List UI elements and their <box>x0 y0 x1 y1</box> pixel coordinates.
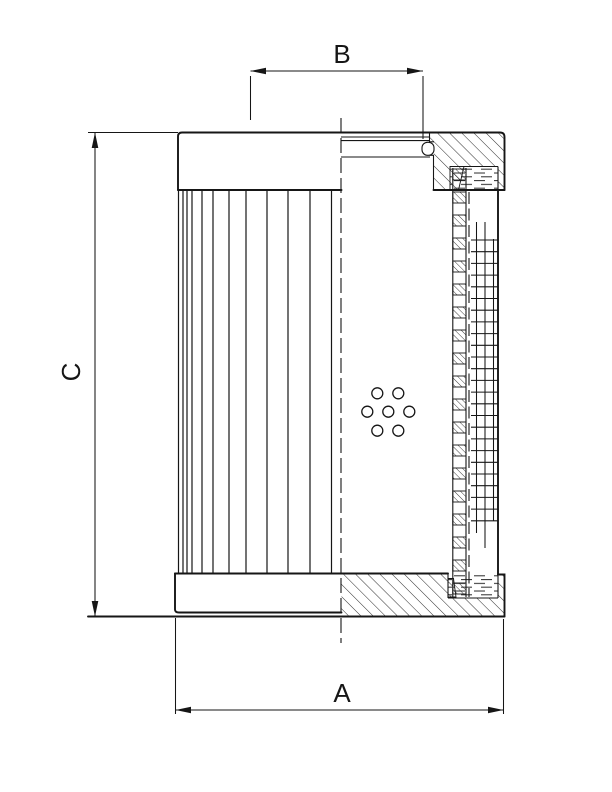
dim-c-arrow-bottom <box>92 601 99 617</box>
bottom-cap-left-edge <box>175 574 342 613</box>
dim-b-arrow-left <box>251 68 267 75</box>
bypass-holes <box>362 388 415 436</box>
wire-mesh <box>471 222 498 548</box>
main-outline <box>88 133 505 617</box>
section-hatch-fills <box>342 133 505 617</box>
dimension-c <box>56 133 178 617</box>
dim-a-arrow-left <box>176 707 192 714</box>
dim-a-label: A <box>333 678 351 708</box>
dim-b-arrow-right <box>407 68 423 75</box>
dimension-a <box>176 618 504 714</box>
core-tube-perforation <box>453 169 466 594</box>
o-ring <box>422 142 434 155</box>
dim-c-arrow-top <box>92 133 99 149</box>
dimension-b <box>251 39 424 139</box>
dim-a-arrow-right <box>488 707 504 714</box>
dim-b-label: B <box>333 39 351 69</box>
section-details <box>341 133 498 599</box>
dim-c-label: C <box>56 362 86 382</box>
pleated-media-lines <box>179 191 332 574</box>
